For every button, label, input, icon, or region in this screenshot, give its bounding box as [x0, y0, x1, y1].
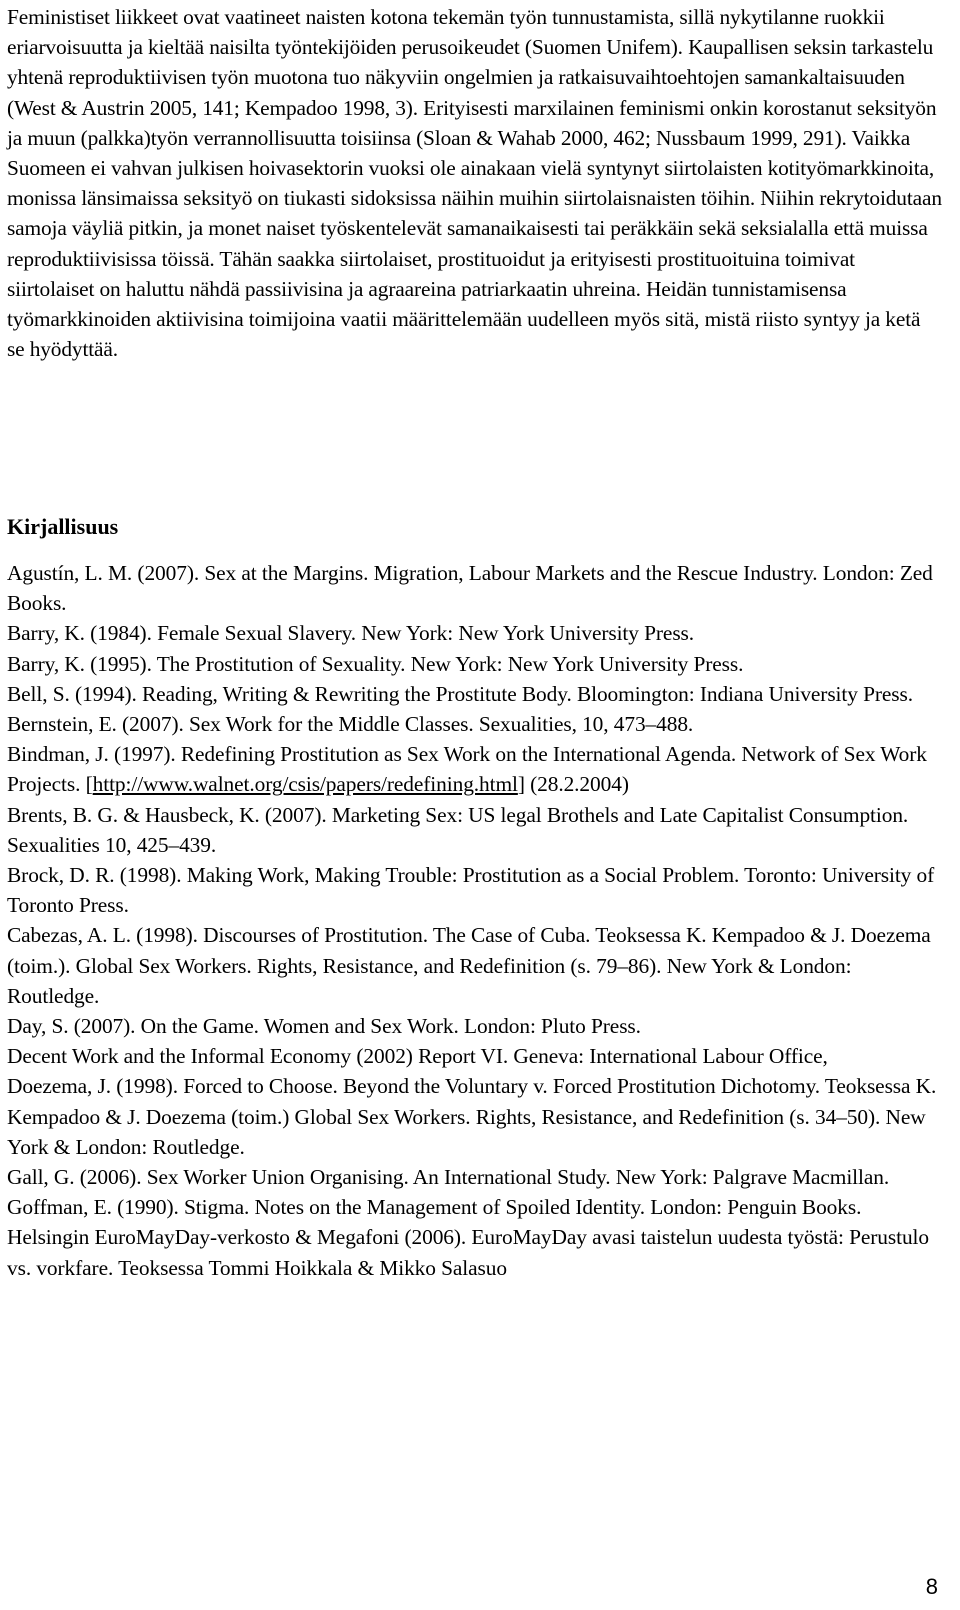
- document-page: [7, 0, 943, 1280]
- reference-entry: [7, 1162, 943, 1192]
- reference-text: Bernstein, E. (2007). Sex Work for the Middle Classes. Sexualities, 10, 473–488.: [7, 712, 694, 737]
- reference-entry: [7, 800, 943, 860]
- reference-entry: [7, 1192, 943, 1222]
- reference-text: Goffman, E. (1990). Stigma. Notes on the Management of Spoiled Identity. London: Penguin Books.: [7, 1195, 862, 1220]
- reference-text: Barry, K. (1984). Female Sexual Slavery. New York: New York University Press.: [7, 621, 695, 646]
- page-number: 8: [925, 1574, 938, 1599]
- reference-text: Helsingin EuroMayDay-verkosto & Megafoni (2006). EuroMayDay avasi taistelun uudesta työstä: Perustulo vs. vorkfare. Teoksessa Tommi Hoikkala & Mikko Salasuo: [7, 1225, 929, 1280]
- reference-entry: [7, 739, 943, 799]
- body-paragraph: Feministiset liikkeet ovat vaatineet naisten kotona tekemän työn tunnustamista, sillä nykytilanne ruokkii eriarvoisuutta ja kieltää naisilta työntekijöiden perusoikeudet (Suomen Unifem). Kaupallisen seksin tarkastelu yhtenä reproduktiivisen työn muotona tuo näkyviin ongelmien ja ratkaisuvaihtoehtojen samankaltaisuuden (West & Austrin 2005, 141; Kempadoo 1998, 3). Erityisesti marxilainen feminismi onkin korostanut seksityön ja muun (palkka)työn verrannollisuutta toisiinsa (Sloan & Wahab 2000, 462; Nussbaum 1999, 291). Vaikka Suomeen ei vahvan julkisen hoivasektorin vuoksi ole ainakaan vielä syntynyt siirtolaisten kotityömarkkinoita, monissa länsimaissa seksityö on tiukasti sidoksissa näihin muihin siirtolaisnaisten töihin. Niihin rekrytoidutaan samoja väyliä pitkin, ja monet naiset työskentelevät samanaikaisesti tai peräkkäin sekä seksialalla että muissa reproduktiivisissa töissä. Tähän saakka siirtolaiset, prostituoidut ja erityisesti prostituoituina toimivat siirtolaiset on haluttu nähdä passiivisina ja agraareina patriarkaatin uhreina. Heidän tunnistamisensa työmarkkinoiden aktiivisina toimijoina vaatii määrittelemään uudelleen myös sitä, mistä riisto syntyy ja ketä se hyödyttää.: [7, 5, 942, 362]
- reference-link[interactable]: http://www.walnet.org/csis/papers/redefining.html: [92, 772, 518, 797]
- reference-text: Bindman, J. (1997). Redefining Prostitution as Sex Work on the International Agenda. Network of Sex Work Projects. [: [7, 742, 927, 797]
- reference-entry: [7, 649, 943, 679]
- reference-text-suffix: ] (28.2.2004): [517, 772, 629, 797]
- reference-text: Doezema, J. (1998). Forced to Choose. Beyond the Voluntary v. Forced Prostitution Dichotomy. Teoksessa K. Kempadoo & J. Doezema (toim.) Global Sex Workers. Rights, Resistance, and Redefinition (s. 34–50). New York & London: Routledge.: [7, 1074, 937, 1159]
- references-heading: Kirjallisuus: [7, 514, 119, 539]
- reference-text: Agustín, L. M. (2007). Sex at the Margins. Migration, Labour Markets and the Rescue Industry. London: Zed Books.: [7, 561, 933, 616]
- reference-entry: [7, 1041, 943, 1071]
- reference-list: [7, 558, 943, 1283]
- reference-text: Brock, D. R. (1998). Making Work, Making Trouble: Prostitution as a Social Problem. Toronto: University of Toronto Press.: [7, 863, 935, 918]
- reference-entry: [7, 709, 943, 739]
- reference-entry: [7, 1222, 943, 1282]
- reference-text: Brents, B. G. & Hausbeck, K. (2007). Marketing Sex: US legal Brothels and Late Capitalist Consumption. Sexualities 10, 425–439.: [7, 802, 909, 857]
- reference-text: Gall, G. (2006). Sex Worker Union Organising. An International Study. New York: Palgrave Macmillan.: [7, 1165, 890, 1190]
- reference-entry: [7, 558, 943, 618]
- reference-entry: [7, 618, 943, 648]
- reference-text: Barry, K. (1995). The Prostitution of Sexuality. New York: New York University Press.: [7, 651, 744, 676]
- reference-entry: [7, 1071, 943, 1162]
- reference-entry: [7, 860, 943, 920]
- reference-text: Bell, S. (1994). Reading, Writing & Rewriting the Prostitute Body. Bloomington: Indiana University Press.: [7, 681, 913, 706]
- reference-text: Cabezas, A. L. (1998). Discourses of Prostitution. The Case of Cuba. Teoksessa K. Kempadoo & J. Doezema (toim.). Global Sex Workers. Rights, Resistance, and Redefinition (s. 79–86). New York & London: Routledge.: [7, 923, 931, 1008]
- reference-entry: [7, 920, 943, 1011]
- reference-entry: [7, 1011, 943, 1041]
- reference-text: Day, S. (2007). On the Game. Women and Sex Work. London: Pluto Press.: [7, 1014, 641, 1039]
- reference-entry: [7, 679, 943, 709]
- reference-text: Decent Work and the Informal Economy (2002) Report VI. Geneva: International Labour Office,: [7, 1044, 828, 1069]
